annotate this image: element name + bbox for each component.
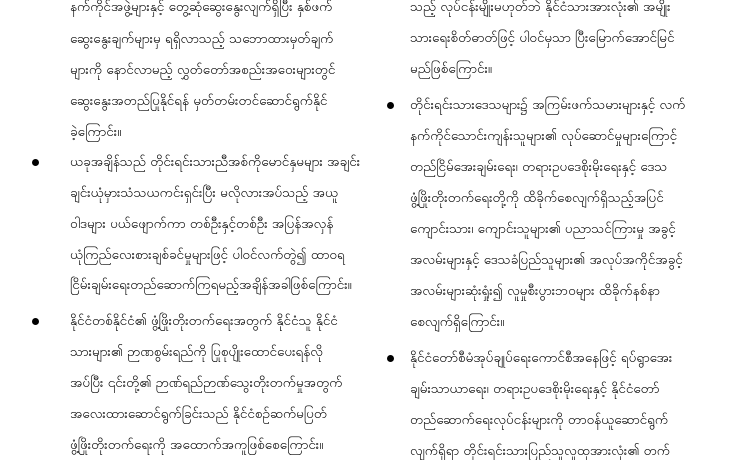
paragraph-line: ယုံကြည်လေးစားချစ်ခင်မှုများဖြင့် ပါဝင်လက်တွဲ၍ ထာဝရ: [70, 247, 345, 263]
paragraph-line: များကို နောင်လာမည့် လွှတ်တော်အစည်းအဝေးများတွင်: [70, 62, 336, 78]
paragraph-line: တည်ငြိမ်အေးချမ်းရေး၊ တရားဥပဒေစိုးမိုးရေးနှင့် ဒေသ: [410, 159, 668, 175]
paragraph-line: ဖွံ့ဖြိုးတိုးတက်ရေးတို့ကို ထိခိုက်စေလျက်ရှိသည့်အပြင်: [410, 190, 664, 206]
paragraph-line: ဆွေးနွေးအတည်ပြုနိုင်ရန် မှတ်တမ်းတင်ဆောင်ရွက်နိုင်: [70, 93, 328, 109]
paragraph-line: အလမ်းများဆုံးရှုံး၍ လူမှုစီးပွားဘဝများ ထိခိုက်နစ်နာ: [410, 283, 660, 299]
paragraph-line: ကျောင်းသား၊ ကျောင်းသူများ၏ ပညာသင်ကြားမှု အခွင့်: [410, 221, 676, 237]
paragraph-line: ချမ်းသာယာရေး၊ တရားဥပဒေစိုးမိုးရေးနှင့် နိုင်ငံတော်: [410, 381, 660, 397]
paragraph-line: ခဲ့ကြောင်း။: [70, 124, 122, 140]
left-column: [30, 0, 375, 460]
paragraph-line: ငြိမ်းချမ်းရေးတည်ဆောက်ကြရမည့်အချိန်အခါဖြစ်ကြောင်း။: [70, 277, 352, 293]
paragraph-line: အလမ်းများနှင့် ဒေသခံပြည်သူများ၏ အလုပ်အကိုင်အခွင့်: [410, 252, 683, 268]
paragraph-line: တိုင်းရင်းသားဒေသများ၌ အကြမ်းဖက်သမားများနှင့် လက်: [410, 97, 686, 113]
right-column: [385, 0, 715, 460]
paragraph-line: သားရေးစိတ်ဓာတ်ဖြင့် ပါဝင်မှသာ ပြီးမြောက်အောင်မြင်: [410, 30, 675, 46]
paragraph-line: ချင်းယုံမှားသံသယကင်းရှင်းပြီး မလိုလားအပ်သည့် အယူ: [70, 185, 339, 201]
paragraph-line: အပ်ပြီး ၎င်းတို့၏ ဉာဏ်ရည်ဉာဏ်သွေးတိုးတက်မှုအတွက်: [70, 375, 343, 391]
paragraph-line: လျက်ရှိရာ တိုင်းရင်းသားပြည်သူလူထုအားလုံး၏ တက်: [410, 443, 671, 459]
paragraph-line: ဖွံ့ဖြိုးတိုးတက်ရေးကို အထောက်အကူဖြစ်စေကြောင်း။: [70, 437, 324, 453]
paragraph-line: တည်ဆောက်ရေးလုပ်ငန်းများကို တာဝန်ယူဆောင်ရွက်: [410, 412, 669, 428]
paragraph-line: အလေးထားဆောင်ရွက်ခြင်းသည် နိုင်ငံစဉ်ဆက်မပြတ်: [70, 406, 327, 422]
paragraph-line: နိုင်ငံတစ်နိုင်ငံ၏ ဖွံ့ဖြိုးတိုးတက်ရေးအတွက် နိုင်ငံသူ နိုင်ငံ: [70, 313, 338, 329]
paragraph-line: မည်ဖြစ်ကြောင်း။: [410, 61, 492, 77]
paragraph-line: ဝါဒများ ပယ်ဖျောက်ကာ တစ်ဦးနှင့်တစ်ဦး အပြန်အလှန်: [70, 216, 334, 232]
paragraph-line: နက်ကိုင်အဖွဲ့များနှင့် တွေ့ဆုံဆွေးနွေးလျက်ရှိပြီး နှစ်ဖက်: [70, 0, 333, 15]
paragraph-line: သားများ၏ ဉာဏစွမ်းရည်ကို ပြုစုပျိုးထောင်ပေးရန်လို: [70, 344, 323, 360]
paragraph-line: သည့် လုပ်ငန်းမျိုးမဟုတ်ဘဲ နိုင်ငံသားအားလုံး၏ အမျိုး: [410, 0, 671, 15]
paragraph-line: စေလျက်ရှိကြောင်း။: [410, 314, 505, 330]
paragraph-line: ဆွေးနွေးချက်များမှ ရရှိလာသည့် သဘောထားမှတ်ချက်: [70, 31, 334, 47]
paragraph-line: နက်ကိုင်သောင်းကျန်းသူများ၏ လုပ်ဆောင်မှုများကြောင့်: [410, 128, 678, 144]
paragraph-line: နိုင်ငံတော်စီမံအုပ်ချုပ်ရေးကောင်စီအနေဖြင့် ရပ်ရွာအေး: [410, 350, 673, 366]
paragraph-line: ယခုအချိန်သည် တိုင်းရင်းသားညီအစ်ကိုမောင်နှမများ အချင်း: [70, 154, 361, 170]
